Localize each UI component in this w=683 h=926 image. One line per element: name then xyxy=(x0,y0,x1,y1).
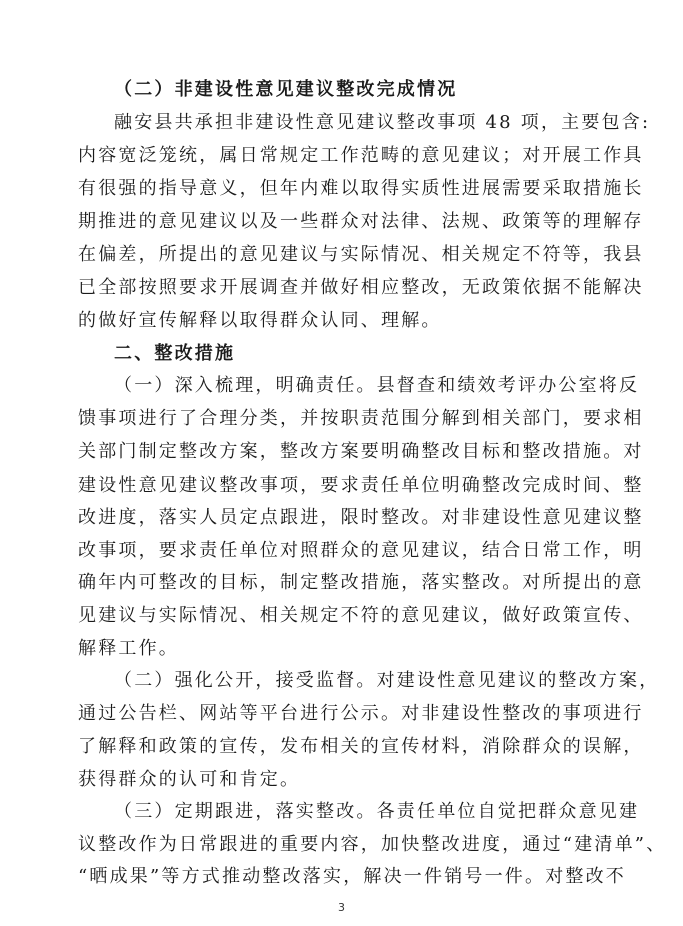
paragraph-line: 改事项，要求责任单位对照群众的意见建议，结合日常工作，明 xyxy=(78,540,644,561)
paragraph-line: （二）强化公开，接受监督。对建设性意见建议的整改方案， xyxy=(114,670,660,691)
paragraph-line: （三）定期跟进，落实整改。各责任单位自觉把群众意见建 xyxy=(114,801,640,822)
paragraph-line: 了解释和政策的宣传，发布相关的宣传材料，消除群众的误解， xyxy=(78,736,644,757)
paragraph-line: 期推进的意见建议以及一些群众对法律、法规、政策等的理解存 xyxy=(78,211,644,232)
paragraph-line: 关部门制定整改方案，整改方案要明确整改目标和整改措施。对 xyxy=(78,441,644,462)
paragraph-line: 融安县共承担非建设性意见建议整改事项 48 项，主要包含: xyxy=(114,112,651,133)
paragraph-line: 确年内可整改的目标，制定整改措施，落实整改。对所提出的意 xyxy=(78,572,644,593)
paragraph-line: 解释工作。 xyxy=(78,638,179,659)
paragraph-line: 已全部按照要求开展调查并做好相应整改，无政策依据不能解决 xyxy=(78,277,644,298)
section-heading: 二、整改措施 xyxy=(114,343,236,364)
paragraph-line: 有很强的指导意义，但年内难以取得实质性进展需要采取措施长 xyxy=(78,178,644,199)
paragraph-line: 馈事项进行了合理分类，并按职责范围分解到相关部门，要求相 xyxy=(78,408,644,429)
section-heading: （二）非建设性意见建议整改完成情况 xyxy=(114,79,458,100)
paragraph-line: 在偏差，所提出的意见建议与实际情况、相关规定不符等，我县 xyxy=(78,244,644,265)
paragraph-line: 的做好宣传解释以取得群众认同、理解。 xyxy=(78,310,442,331)
paragraph-line: 议整改作为日常跟进的重要内容，加快整改进度，通过“建清单”、 xyxy=(78,834,667,855)
paragraph-line: 内容宽泛笼统，属日常规定工作范畴的意见建议；对开展工作具 xyxy=(78,145,644,166)
paragraph-line: 改进度，落实人员定点跟进，限时整改。对非建设性意见建议整 xyxy=(78,507,644,528)
paragraph-line: 见建议与实际情况、相关规定不符的意见建议，做好政策宣传、 xyxy=(78,605,644,626)
paragraph-line: 获得群众的认可和肯定。 xyxy=(78,769,301,790)
paragraph-line: 建设性意见建议整改事项，要求责任单位明确整改完成时间、整 xyxy=(78,475,644,496)
paragraph-line: （一）深入梳理，明确责任。县督查和绩效考评办公室将反 xyxy=(114,375,640,396)
paragraph-line: 通过公告栏、网站等平台进行公示。对非建设性整改的事项进行 xyxy=(78,703,644,724)
paragraph-line: “晒成果”等方式推动整改落实，解决一件销号一件。对整改不 xyxy=(78,866,627,887)
page-number: 3 xyxy=(338,901,345,914)
